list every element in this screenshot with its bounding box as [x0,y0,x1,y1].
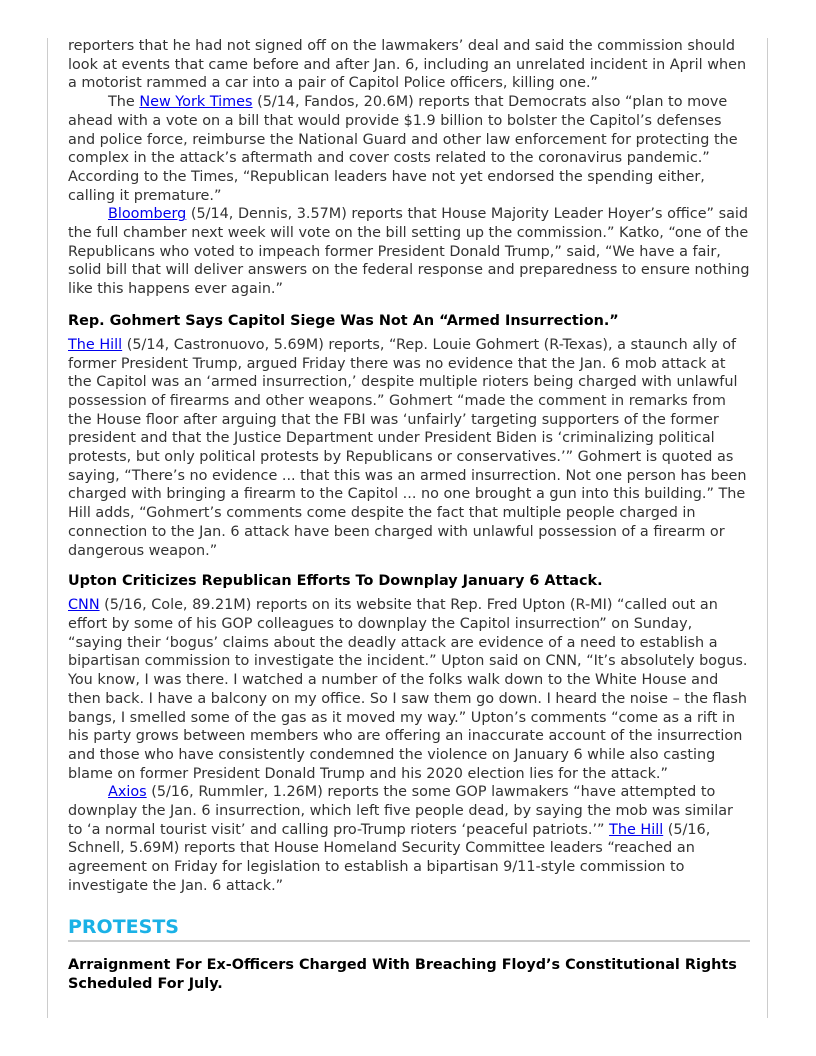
the-hill-link[interactable]: The Hill [68,336,123,353]
paragraph-bloomberg: Bloomberg (5/14, Dennis, 3.57M) reports that House Majority Leader Hoyer’s office” said the full chamber next week will vote on the bill setting up the commission.” Katko, “one of the Republicans who voted to impeach former President Donald Trump,” said, “We have a fair, solid bill that will deliver answers on the federal response and preparedness to ensure nothing like this happens ever again.” [68,206,750,298]
paragraph-gohmert: The Hill (5/14, Castronuovo, 5.69M) reports, “Rep. Louie Gohmert (R-Texas), a staunch ally of former President Trump, argued Friday there was no evidence that the Jan. 6 mob attack at the Capitol was an ‘armed insurrection,’ despite multiple rioters being charged with unlawful possession of firearms and other weapons.” Gohmert “made the comment in remarks from the House floor after arguing that the FBI was ‘unfairly’ targeting supporters of the former president and that the Justice Department under President Biden is ‘criminalizing political protests, but only political protests by Republicans or conservatives.’” Gohmert is quoted as saying, “There’s no evidence ... that this was an armed insurrection. Not one person has been charged with bringing a firearm to the Capitol ... no one brought a gun into this building.” The Hill adds, “Gohmert’s comments come despite the fact that multiple people charged in connection to the Jan. 6 attack have been charged with unlawful possession of a firearm or dangerous weapon.” [68,336,747,559]
left-margin-rule [47,38,48,1018]
headline-arraignment: Arraignment For Ex-Officers Charged With Breaching Floyd’s Constitutional Rights Scheduled For July. [68,956,737,992]
cnn-link[interactable]: CNN [68,597,100,614]
paragraph-axios: Axios (5/16, Rummler, 1.26M) reports the some GOP lawmakers “have attempted to downplay the Jan. 6 insurrection, which left five people dead, by saying the mob was similar to ‘a normal tourist visit’ and calling pro-Trump rioters ‘peaceful patriots.’” The Hill (5/16, Schnell, 5.69M) reports that House Homeland Security Committee leaders “reached an agreement on Friday for legislation to establish a bipartisan 9/11-style commission to investigate the Jan. 6 attack.” [68,784,733,894]
document-body [68,37,750,994]
nyt-link[interactable]: New York Times [139,94,253,111]
bloomberg-link[interactable]: Bloomberg [108,206,187,223]
paragraph-continuation: reporters that he had not signed off on the lawmakers’ deal and said the commission should look at events that came before and after Jan. 6, including an unrelated incident in April when a motorist rammed a car into a pair of Capitol Police officers, killing one.” [68,38,747,92]
the-hill-link-2[interactable]: The Hill [609,821,664,838]
section-title-protests: PROTESTS [68,915,750,942]
right-margin-rule [767,38,768,1018]
paragraph-nyt: The New York Times (5/14, Fandos, 20.6M) reports that Democrats also “plan to move ahead with a vote on a bill that would provide $1.9 billion to bolster the Capitol’s defenses and police force, reimburse the National Guard and other law enforcement for protecting the complex in the attack’s aftermath and cover costs related to the coronavirus pandemic.” According to the Times, “Republican leaders have not yet endorsed the spending either, calling it premature.” [68,94,738,204]
headline-upton: Upton Criticizes Republican Efforts To Downplay January 6 Attack. [68,573,603,590]
paragraph-upton: CNN (5/16, Cole, 89.21M) reports on its website that Rep. Fred Upton (R-MI) “called out an effort by some of his GOP colleagues to downplay the Capitol insurrection” on Sunday, “saying their ‘bogus’ claims about the deadly attack are evidence of a need to establish a bipartisan commission to investigate the incident.” Upton said on CNN, “It’s absolutely bogus. You know, I was there. I watched a number of the folks walk down to the White House and then back. I have a balcony on my office. So I saw them go down. I heard the noise – the flash bangs, I smelled some of the gas as it moved my way.” Upton’s comments “come as a rift in his party grows between members who are offering an inaccurate account of the insurrection and those who have consistently condemned the violence on January 6 while also casting blame on former President Donald Trump and his 2020 election lies for the attack.” [68,597,748,782]
axios-link[interactable]: Axios [108,784,147,801]
headline-gohmert: Rep. Gohmert Says Capitol Siege Was Not An “Armed Insurrection.” [68,312,619,329]
